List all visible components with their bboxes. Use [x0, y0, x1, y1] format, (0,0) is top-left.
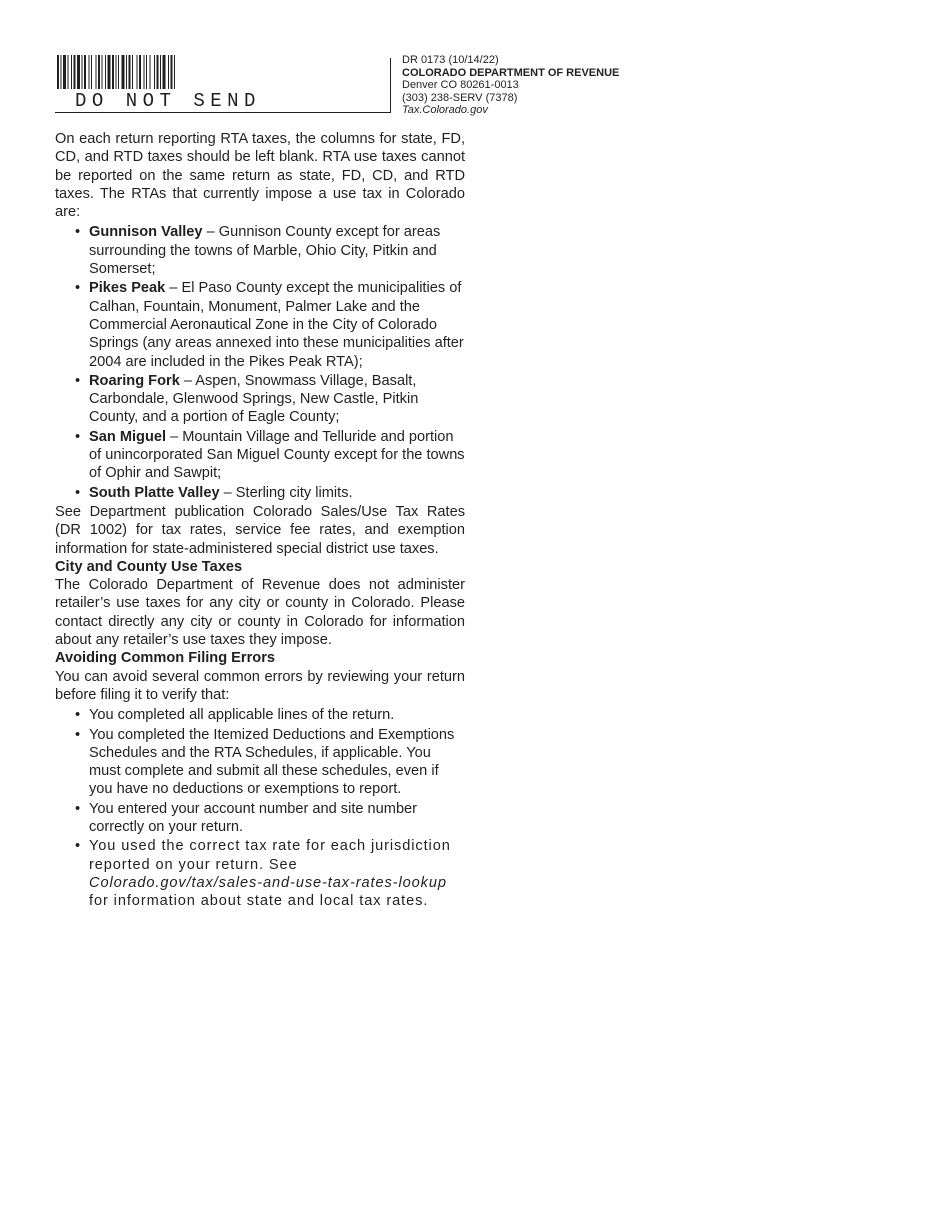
department-website: Tax.Colorado.gov — [402, 104, 488, 117]
department-name: COLORADO DEPARTMENT OF REVENUE — [402, 66, 620, 79]
header-info — [402, 54, 619, 117]
header-divider-horizontal — [55, 112, 390, 113]
form-id: DR 0173 (10/14/22) — [402, 54, 499, 66]
city-county-paragraph: The Colorado Department of Revenue does not administer retailer’s use taxes for any city or county in Colorado. Please contact directly any city or county in Colorado for information about any retailer’s use taxes they impose. — [55, 577, 465, 649]
city-county-heading: City and County Use Taxes — [55, 558, 243, 575]
list-item — [55, 484, 465, 502]
intro-paragraph: On each return reporting RTA taxes, the columns for state, FD, CD, and RTD taxes should be left blank. RTA use taxes cannot be reported on the same return as state, FD, CD, and RTD taxes. The RTAs that currently impose a use tax in Colorado are: — [55, 131, 465, 221]
rta-list — [55, 223, 465, 501]
rta-description: – Sterling city limits. — [219, 484, 353, 501]
header-divider-vertical — [390, 58, 391, 113]
rta-name: South Platte Valley — [89, 484, 220, 501]
rta-name: Roaring Fork — [89, 372, 180, 389]
tax-rates-lookup-link[interactable]: Colorado.gov/tax/sales-and-use-tax-rates-lookup — [89, 874, 447, 891]
rta-description: – Aspen, Snowmass Village, Basalt, Carbondale, Glenwood Springs, New Castle, Pitkin County, and a portion of Eagle County; — [89, 372, 419, 426]
publication-paragraph: See Department publication Colorado Sales/Use Tax Rates (DR 1002) for tax rates, service fee rates, and exemption information for state-administered special district use taxes. — [55, 503, 465, 557]
list-item — [55, 428, 465, 483]
list-item: • You completed all applicable lines of the return. — [55, 706, 465, 724]
list-item — [55, 837, 465, 910]
filing-errors-intro: You can avoid several common errors by reviewing your return before filing it to verify that: — [55, 668, 465, 703]
filing-errors-heading: Avoiding Common Filing Errors — [55, 650, 275, 667]
filing-errors-list — [55, 706, 465, 910]
tax-rate-text-end: for information about state and local tax rates. — [89, 893, 429, 910]
department-phone: (303) 238-SERV (7378) — [402, 91, 518, 104]
list-item: • You entered your account number and site number correctly on your return. — [55, 800, 465, 837]
department-address: Denver CO 80261-0013 — [402, 79, 519, 92]
content-column — [55, 130, 465, 911]
rta-description: – El Paso County except the municipalities of Calhan, Fountain, Monument, Palmer Lake and the Commercial Aeronautical Zone in the City of Colorado Springs (any areas annexed into these municipalities after 2004 are included in the Pikes Peak RTA); — [89, 280, 464, 370]
rta-name: San Miguel — [89, 428, 167, 445]
list-item: • You completed the Itemized Deductions and Exemptions Schedules and the RTA Schedules, if applicable. You must complete and submit all these schedules, even if you have no deductions or exemptions to report. — [55, 726, 465, 799]
list-item — [55, 279, 465, 370]
tax-rate-text: You used the correct tax rate for each jurisdiction reported on your return. See — [89, 838, 451, 873]
rta-description: – Mountain Village and Telluride and portion of unincorporated San Miguel County except for the towns of Ophir and Sawpit; — [89, 428, 465, 482]
rta-name: Pikes Peak — [89, 280, 166, 297]
barcode-icon — [57, 55, 277, 89]
do-not-send-label: DO NOT SEND — [75, 90, 261, 112]
rta-description: – Gunnison County except for areas surrounding the towns of Marble, Ohio City, Pitkin and Somerset; — [89, 224, 441, 278]
list-item — [55, 372, 465, 427]
rta-name: Gunnison Valley — [89, 224, 203, 241]
list-item — [55, 223, 465, 278]
